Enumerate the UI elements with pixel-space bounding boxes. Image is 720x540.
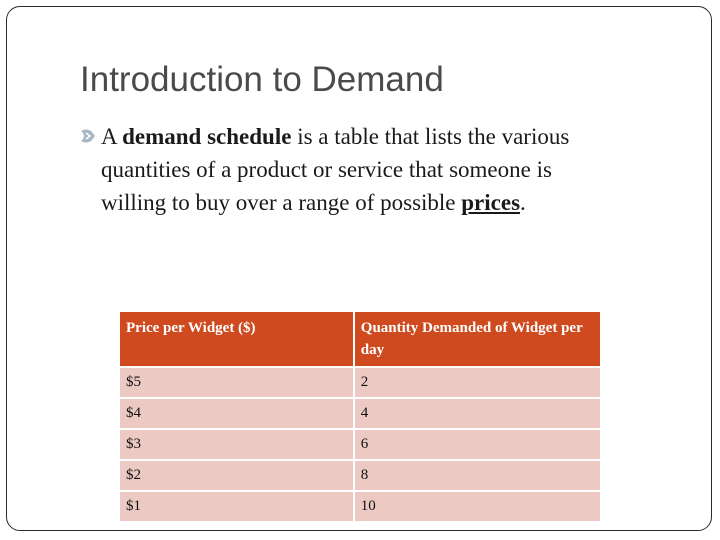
price-cell: $5 (120, 367, 354, 398)
bullet-prefix: A (101, 124, 123, 149)
demand-schedule-table (120, 312, 600, 523)
bullet-arrow-icon (78, 126, 98, 146)
table-row (120, 367, 600, 398)
quantity-cell: 4 (354, 398, 600, 429)
bullet-line-2: quantities of a product or service that someone is (101, 157, 552, 182)
bullet-mid: is a table that lists the various (291, 124, 570, 149)
quantity-cell: 6 (354, 429, 600, 460)
bullet-term: demand schedule (122, 124, 292, 149)
header-quantity: Quantity Demanded of Widget per day (354, 312, 600, 367)
price-cell: $2 (120, 460, 354, 491)
quantity-cell: 2 (354, 367, 600, 398)
slide-title: Introduction to Demand (80, 60, 444, 99)
table-row (120, 398, 600, 429)
table-row (120, 429, 600, 460)
table-row (120, 491, 600, 522)
header-price: Price per Widget ($) (120, 312, 354, 367)
demand-schedule-table-wrap (120, 312, 600, 523)
bullet-line-3-pre: willing to buy over a range of possible (101, 190, 462, 215)
bullet-line-1 (78, 120, 658, 153)
bullet-line-3-post: . (520, 190, 526, 215)
quantity-cell: 10 (354, 491, 600, 522)
table-row (120, 460, 600, 491)
price-cell: $4 (120, 398, 354, 429)
table-header-row (120, 312, 600, 367)
bullet-line-3 (101, 186, 658, 219)
bullet-prices-link: prices (461, 190, 521, 215)
quantity-cell: 8 (354, 460, 600, 491)
bullet-paragraph (78, 120, 658, 219)
price-cell: $3 (120, 429, 354, 460)
price-cell: $1 (120, 491, 354, 522)
